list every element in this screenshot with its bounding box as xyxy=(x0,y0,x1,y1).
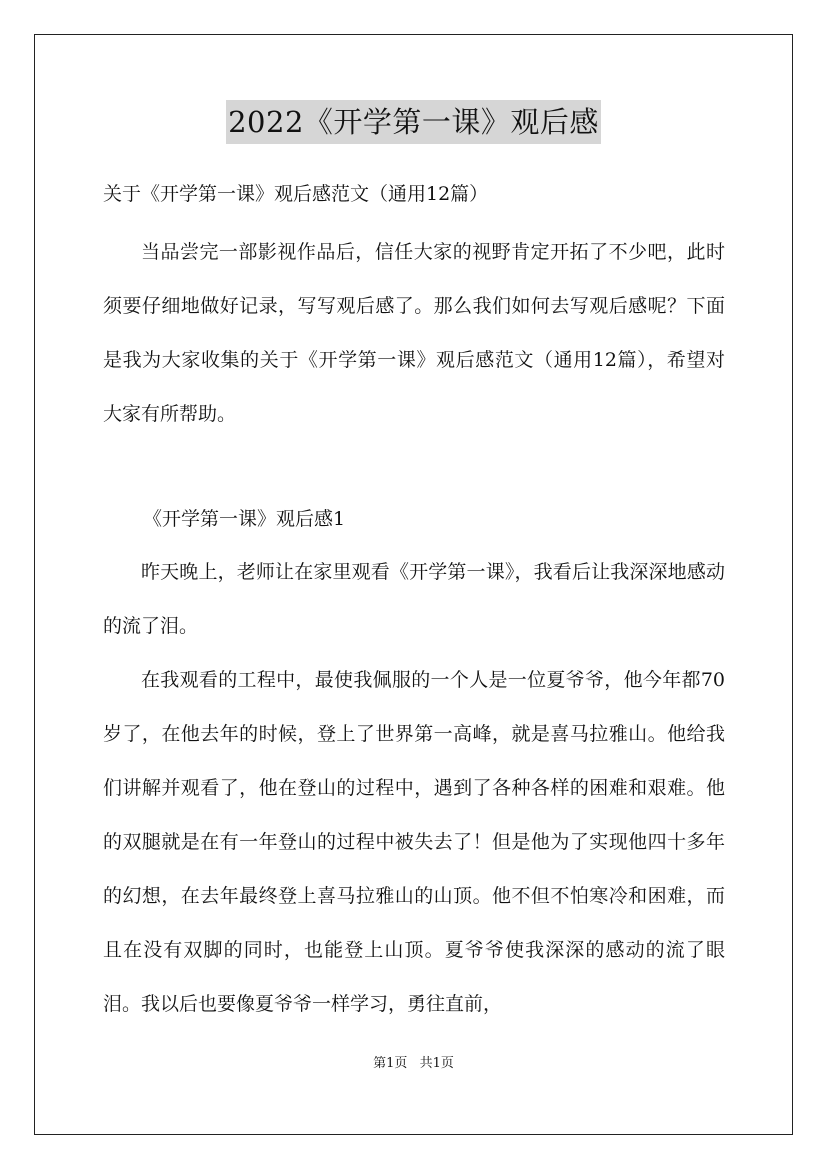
document-title: 2022《开学第一课》观后感 xyxy=(226,100,601,144)
essay-title: 《开学第一课》观后感1 xyxy=(143,508,346,530)
title-container xyxy=(0,100,827,144)
page-footer xyxy=(0,1052,827,1071)
essay-body xyxy=(103,545,725,1031)
essay-heading xyxy=(103,505,725,533)
subtitle-text: 关于《开学第一课》观后感范文（通用12篇） xyxy=(103,183,489,205)
intro-paragraph: 当品尝完一部影视作品后，信任大家的视野肯定开拓了不少吧，此时须要仔细地做好记录，写写观后感了。那么我们如何去写观后感呢？下面是我为大家收集的关于《开学第一课》观后感范文（通用12篇），希望对大家有所帮助。 xyxy=(103,241,725,425)
essay-paragraph-1: 昨天晚上，老师让在家里观看《开学第一课》，我看后让我深深地感动的流了泪。 xyxy=(103,561,725,637)
intro-section xyxy=(103,225,725,441)
page-total: 共1页 xyxy=(419,1056,454,1071)
document-subtitle xyxy=(103,180,725,208)
page-number: 第1页 xyxy=(373,1056,408,1071)
essay-paragraph-2: 在我观看的工程中，最使我佩服的一个人是一位夏爷爷，他今年都70岁了，在他去年的时候，登上了世界第一高峰，就是喜马拉雅山。他给我们讲解并观看了，他在登山的过程中，遇到了各种各样的困难和艰难。他的双腿就是在有一年登山的过程中被失去了！但是他为了实现他四十多年的幻想，在去年最终登上喜马拉雅山的山顶。他不但不怕寒冷和困难，而且在没有双脚的同时，也能登上山顶。夏爷爷使我深深的感动的流了眼泪。我以后也要像夏爷爷一样学习，勇往直前， xyxy=(103,669,725,1015)
